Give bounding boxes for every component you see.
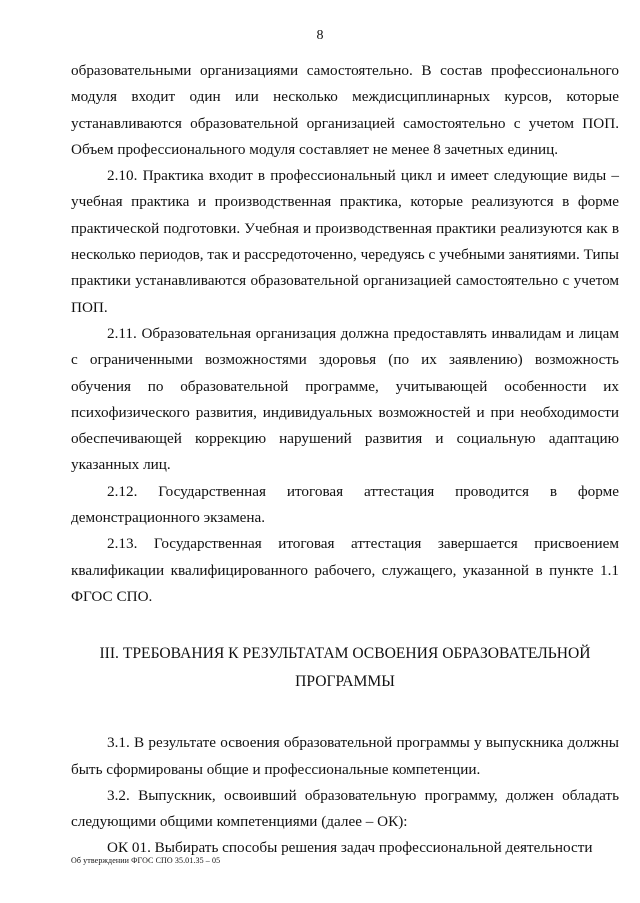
paragraph-ok-01: ОК 01. Выбирать способы решения задач профессиональной деятельности — [107, 839, 593, 857]
paragraph-2-10: 2.10. Практика входит в профессиональный цикл и имеет следующие виды – учебная практика и производственная практика, которые реализуются в форме практической подготовки. Учебная и производственная практики реализуются как в несколько периодов, так и рассредоточенно, чередуясь с учебными занятиями. Типы практики устанавливаются образовательной организацией самостоятельно с учетом ПОП. — [71, 167, 619, 316]
paragraph-2-12: 2.12. Государственная итоговая аттестация проводится в форме демонстрационного экзамена. — [71, 482, 619, 527]
document-body — [71, 58, 619, 862]
section-heading: III. ТРЕБОВАНИЯ К РЕЗУЛЬТАТАМ ОСВОЕНИЯ ОБРАЗОВАТЕЛЬНОЙ ПРОГРАММЫ — [99, 645, 591, 691]
paragraph-3-2: 3.2. Выпускник, освоивший образовательную программу, должен обладать следующими общими компетенциями (далее – ОК): — [71, 786, 619, 831]
paragraph-3-1: 3.1. В результате освоения образовательной программы у выпускника должны быть сформированы общие и профессиональные компетенции. — [71, 734, 619, 778]
paragraph-module-continuation: образовательными организациями самостоятельно. В состав профессионального модуля входит один или несколько междисциплинарных курсов, которые устанавливаются образовательной организацией самостоятельно с учетом ПОП. Объем профессионального модуля составляет не менее 8 зачетных единиц. — [71, 62, 619, 158]
paragraph-2-11: 2.11. Образовательная организация должна предоставлять инвалидам и лицам с ограниченными возможностями здоровья (по их заявлению) возможность обучения по образовательной программе, учитывающей особенности их психофизического развития, индивидуальных возможностей и при необходимости обеспечивающей коррекцию нарушений развития и социальную адаптацию указанных лиц. — [71, 324, 619, 474]
document-footer: Об утверждении ФГОС СПО 35.01.35 – 05 — [71, 856, 221, 865]
page-number: 8 — [316, 28, 324, 43]
paragraph-2-13: 2.13. Государственная итоговая аттестация завершается присвоением квалификации квалифицированного рабочего, служащего, указанной в пункте 1.1 ФГОС СПО. — [71, 535, 619, 605]
